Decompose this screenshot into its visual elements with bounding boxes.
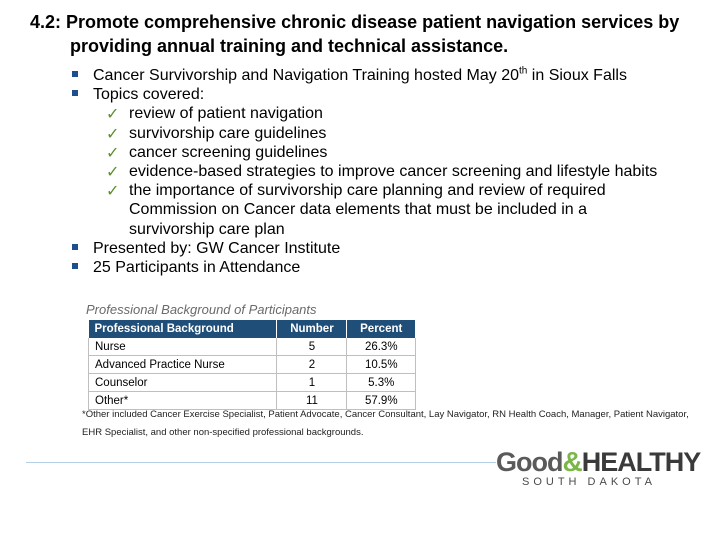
table-footnote: *Other included Cancer Exercise Specialist, Patient Advocate, Cancer Consultant, Lay Navigator, RN Health Coach, Manager, Patient Navigator, EHR Specialist, and other non-specified professional backgrounds. bbox=[82, 409, 689, 438]
bullet-training-tail: in Sioux Falls bbox=[527, 67, 627, 84]
topic-text: cancer screening guidelines bbox=[129, 143, 328, 161]
table-cell: 5.3% bbox=[347, 374, 416, 392]
bullet-topics-text: Topics covered: bbox=[93, 86, 205, 104]
square-bullet-icon bbox=[72, 71, 78, 77]
bullet-presenter-text: Presented by: GW Cancer Institute bbox=[93, 239, 341, 257]
table-cell: 26.3% bbox=[347, 338, 416, 356]
topic-item bbox=[72, 124, 672, 143]
table-cell: 11 bbox=[277, 392, 347, 410]
bullet-list bbox=[72, 66, 672, 277]
participants-table bbox=[88, 320, 416, 410]
bullet-attendance-text: 25 Participants in Attendance bbox=[93, 259, 301, 277]
bullet-presenter bbox=[72, 239, 672, 258]
table-cell: 5 bbox=[277, 338, 347, 356]
logo-subtitle: SOUTH DAKOTA bbox=[522, 476, 656, 488]
good-and-healthy-logo bbox=[496, 446, 701, 492]
logo-good: Good bbox=[496, 447, 563, 477]
table-cell: Counselor bbox=[89, 374, 277, 392]
logo-ampersand: & bbox=[562, 446, 582, 477]
checkmark-icon: ✓ bbox=[106, 142, 120, 162]
checkmark-icon: ✓ bbox=[106, 162, 120, 182]
bullet-training-sup: th bbox=[519, 65, 528, 77]
square-bullet-icon bbox=[72, 90, 78, 96]
bullet-training bbox=[72, 66, 672, 85]
topic-text: evidence-based strategies to improve cancer screening and lifestyle habits bbox=[129, 163, 658, 181]
table-cell: 1 bbox=[277, 374, 347, 392]
logo-healthy: HEALTHY bbox=[581, 447, 701, 477]
logo-wordmark bbox=[496, 446, 700, 478]
table-row bbox=[89, 356, 416, 374]
bullet-topics bbox=[72, 85, 672, 104]
table-header-row bbox=[89, 320, 416, 338]
bullet-attendance bbox=[72, 258, 672, 277]
checkmark-icon: ✓ bbox=[106, 104, 120, 124]
topic-text: the importance of survivorship care planning and review of required Commission on Cancer data elements that must be included in a survivorship care plan bbox=[129, 182, 606, 238]
table-cell: 57.9% bbox=[347, 392, 416, 410]
table-cell: Advanced Practice Nurse bbox=[89, 356, 277, 374]
square-bullet-icon bbox=[72, 263, 78, 269]
topic-text: survivorship care guidelines bbox=[129, 124, 327, 142]
table-cell: Nurse bbox=[89, 338, 277, 356]
topic-item bbox=[72, 143, 672, 162]
checkmark-icon: ✓ bbox=[106, 123, 120, 143]
topic-item bbox=[72, 162, 672, 181]
table-cell: Other* bbox=[89, 392, 277, 410]
divider-line bbox=[26, 462, 496, 463]
topic-item bbox=[72, 104, 672, 123]
table-header-cell: Number bbox=[277, 320, 347, 338]
topic-item bbox=[72, 181, 672, 239]
table-header-cell: Percent bbox=[347, 320, 416, 338]
table-cell: 2 bbox=[277, 356, 347, 374]
table-caption: Professional Background of Participants bbox=[86, 302, 317, 317]
square-bullet-icon bbox=[72, 244, 78, 250]
checkmark-icon: ✓ bbox=[106, 181, 120, 201]
table-row bbox=[89, 338, 416, 356]
table-row bbox=[89, 374, 416, 392]
table-header-cell: Professional Background bbox=[89, 320, 277, 338]
topic-text: review of patient navigation bbox=[129, 105, 323, 123]
table-cell: 10.5% bbox=[347, 356, 416, 374]
slide-title: 4.2: Promote comprehensive chronic disease patient navigation services by providing annual training and technical assistance. bbox=[30, 12, 680, 56]
bullet-training-text: Cancer Survivorship and Navigation Training hosted May 20 bbox=[93, 67, 520, 84]
